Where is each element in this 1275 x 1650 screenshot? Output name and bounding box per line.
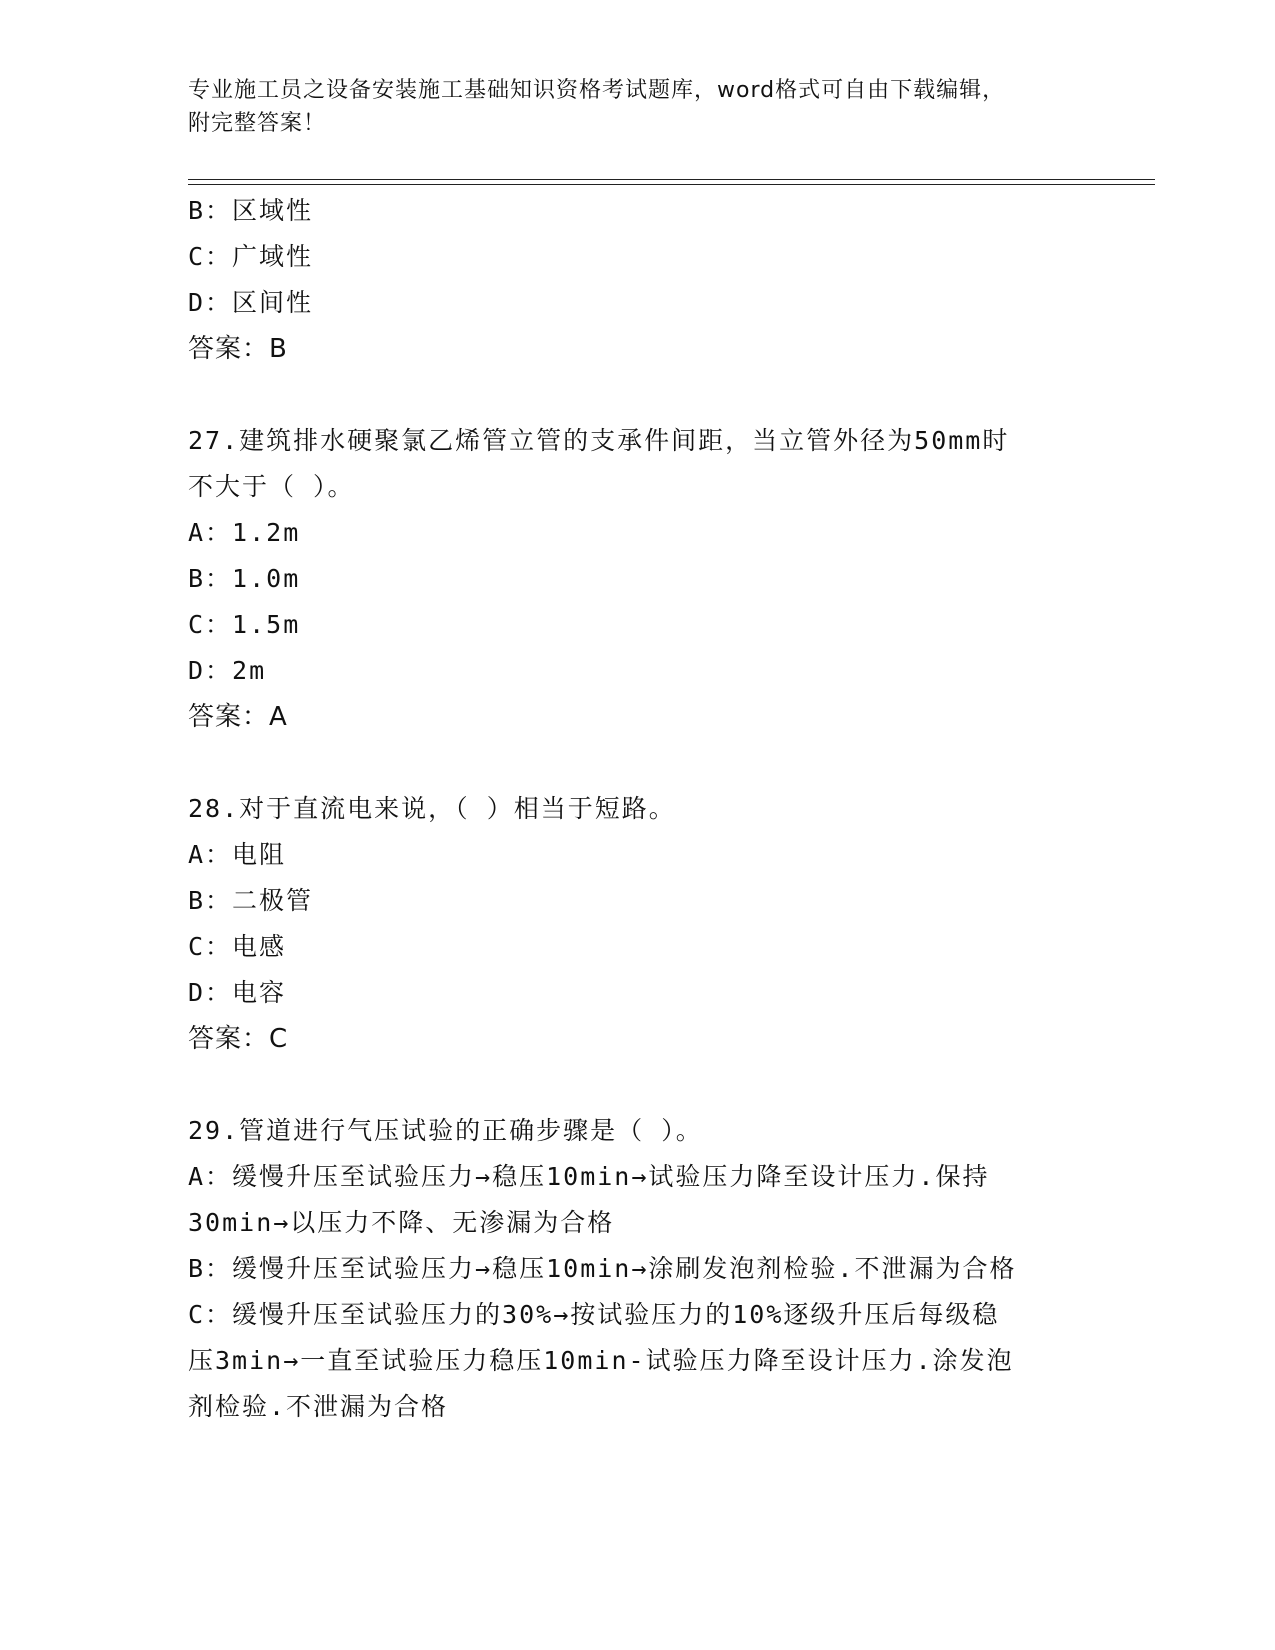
q28-option-c: C：电感	[188, 932, 287, 961]
q27-question-line2: 不大于（ ）。	[188, 472, 355, 501]
q28-answer: 答案：C	[188, 1024, 289, 1054]
document-header	[188, 74, 1088, 140]
q28-option-a: A：电阻	[188, 840, 287, 869]
q29-option-c-line1: C：缓慢升压至试验压力的30%→按试验压力的10%逐级升压后每级稳	[188, 1300, 1000, 1329]
header-divider-bottom	[188, 184, 1155, 185]
q26-option-b: B：区域性	[188, 196, 314, 225]
q28-option-b: B：二极管	[188, 886, 314, 915]
q27-question-line1: 27.建筑排水硬聚氯乙烯管立管的支承件间距，当立管外径为50mm时	[188, 426, 1010, 455]
header-divider-top	[188, 179, 1155, 180]
q27-option-d: D：2m	[188, 656, 267, 685]
q28-option-d: D：电容	[188, 978, 287, 1007]
q29-option-c-line2: 压3min→一直至试验压力稳压10min-试验压力降至设计压力.涂发泡	[188, 1346, 1014, 1375]
q29-option-b: B：缓慢升压至试验压力→稳压10min→涂刷发泡剂检验.不泄漏为合格	[188, 1254, 1017, 1283]
q26-option-c: C：广域性	[188, 242, 314, 271]
q27-option-c: C：1.5m	[188, 610, 301, 639]
q26-option-d: D：区间性	[188, 288, 314, 317]
q27-answer: 答案：A	[188, 702, 288, 732]
spacer	[188, 1062, 1088, 1108]
q27-option-a: A：1.2m	[188, 518, 301, 547]
spacer	[188, 372, 1088, 418]
q29-option-a-line2: 30min→以压力不降、无渗漏为合格	[188, 1208, 615, 1237]
q29-option-a-line1: A：缓慢升压至试验压力→稳压10min→试验压力降至设计压力.保持	[188, 1162, 990, 1191]
q26-answer: 答案：B	[188, 334, 288, 364]
spacer	[188, 740, 1088, 786]
q27-option-b: B：1.0m	[188, 564, 301, 593]
header-title-line2: 附完整答案！	[188, 111, 327, 136]
q28-question: 28.对于直流电来说，（ ）相当于短路。	[188, 794, 676, 823]
q29-option-c-line3: 剂检验.不泄漏为合格	[188, 1392, 449, 1421]
header-title-line1: 专业施工员之设备安装施工基础知识资格考试题库，word格式可自由下载编辑，	[188, 78, 1006, 103]
question-content	[188, 188, 1088, 1430]
q29-question: 29.管道进行气压试验的正确步骤是（ ）。	[188, 1116, 703, 1145]
